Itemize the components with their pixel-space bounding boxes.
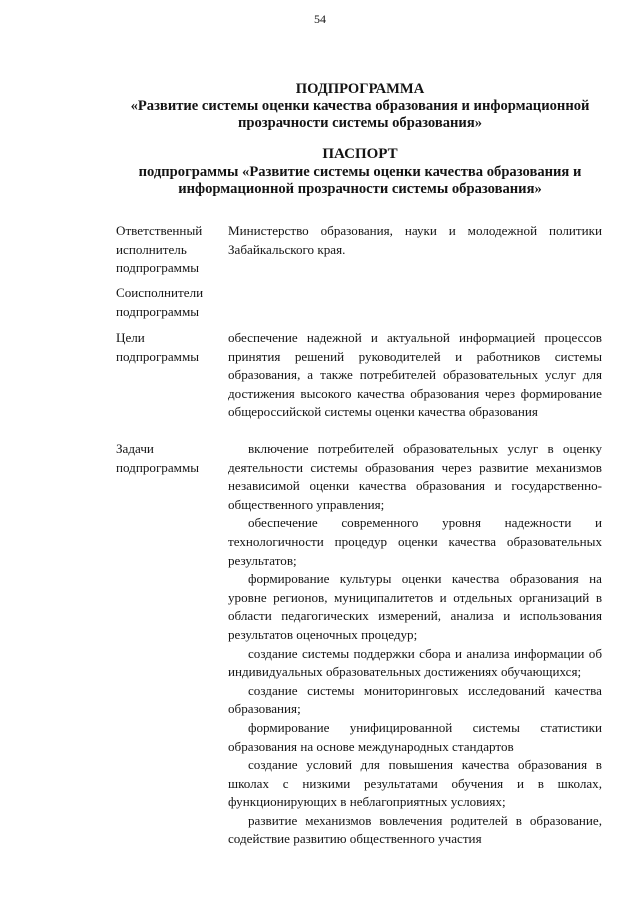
tasks-label: Задачи подпрограммы [116, 441, 200, 475]
page-number: 54 [314, 12, 326, 26]
tasks-list [228, 440, 602, 849]
passport-title: подпрограммы «Развитие системы оценки качества образования и информационной прозрачности системы образования» [138, 164, 582, 197]
subprogram-title: «Развитие системы оценки качества образования и информационной прозрачности системы образования» [130, 98, 590, 131]
task-item: обеспечение современного уровня надежности и технологичности процедур оценки качества образовательных результатов; [228, 515, 602, 568]
coexecutors-label: Соисполнители подпрограммы [116, 285, 204, 319]
goals-label: Цели подпрограммы [116, 330, 200, 364]
task-item: создание условий для повышения качества образования в школах с низкими результатами обучения и в школах, функционирующих в неблагоприятных условиях; [228, 757, 602, 810]
goals-value: обеспечение надежной и актуальной информацией процессов принятия решений руководителей и работников системы образования, а также потребителей образовательных услуг для достижения высокого качества образования через формирование общероссийской системы оценки качества образования [228, 330, 602, 420]
task-item: создание системы мониторинговых исследований качества образования; [228, 682, 602, 717]
subprogram-heading: ПОДПРОГРАММА [295, 81, 425, 97]
task-item: формирование унифицированной системы статистики образования на основе международных стандартов [228, 719, 602, 754]
task-item: создание системы поддержки сбора и анализа информации об индивидуальных образовательных достижениях обучающихся; [228, 645, 602, 680]
responsible-label: Ответственный исполнитель подпрограммы [116, 223, 203, 276]
responsible-value: Министерство образования, науки и молодежной политики Забайкальского края. [228, 223, 602, 257]
passport-heading: ПАСПОРТ [322, 146, 398, 162]
task-item: включение потребителей образовательных услуг в оценку деятельности системы образования через развитие механизмов независимой оценки качества образования и государственно-общественного управления; [228, 441, 602, 512]
task-item: формирование культуры оценки качества образования на уровне регионов, муниципалитетов и отдельных организаций в области педагогических измерений, анализа и использования результатов оценочных процедур; [228, 571, 602, 642]
task-item: развитие механизмов вовлечения родителей в образование, содействие развитию общественного участия [228, 812, 602, 847]
